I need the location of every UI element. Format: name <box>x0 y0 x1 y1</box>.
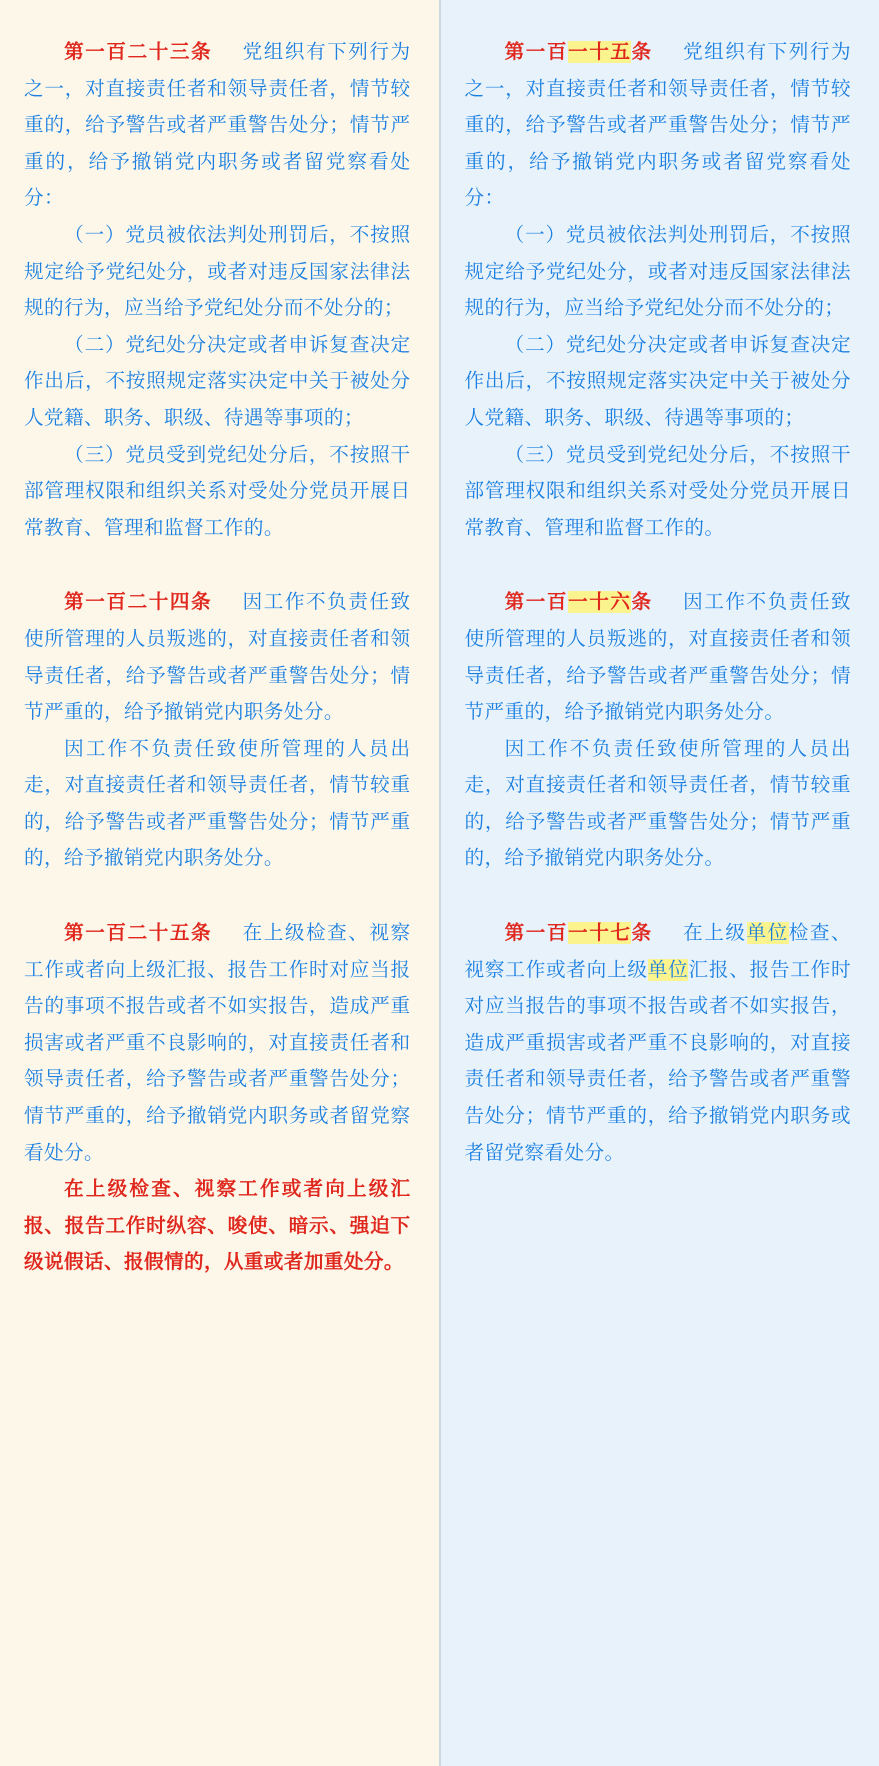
article-116-paragraph-2: 因工作不负责任致使所管理的人员出走，对直接责任者和领导责任者，情节较重的，给予警告或者严重警告处分；情节严重的，给予撤销党内职务处分。 <box>464 737 851 870</box>
article-117-text-a: 在上级 <box>681 922 747 945</box>
article-117-number <box>505 922 653 944</box>
article-123-number-prefix: 第一百 <box>64 41 128 63</box>
article-spacer <box>24 877 411 915</box>
article-115-item-2: （二）党纪处分决定或者申诉复查决定作出后，不按照规定落实决定中关于被处分人党籍、职务、职级、待遇等事项的； <box>464 333 851 429</box>
article-123-item-3: （三）党员受到党纪处分后，不按照干部管理权限和组织关系对受处分党员开展日常教育、管理和监督工作的。 <box>24 443 411 539</box>
article-116 <box>465 584 852 877</box>
article-115-lead-paragraph <box>465 34 852 217</box>
article-124-paragraph-1-text: 因工作不负责任致使所管理的人员叛逃的，对直接责任者和领导责任者，给予警告或者严重警告处分；情节严重的，给予撤销党内职务处分。 <box>24 591 411 724</box>
article-117-text-c: 汇报、报告工作时对应当报告的事项不报告或者不如实报告，造成严重损害或者严重不良影响的，对直接责任者和领导责任者，给予警告或者严重警告处分；情节严重的，给予撤销党内职务或者留党察看处分。 <box>464 958 851 1164</box>
article-117-highlight-2: 单位 <box>647 958 689 981</box>
article-115-number-core-highlight: 一十五 <box>568 41 632 63</box>
article-117-number-suffix: 条 <box>631 922 653 945</box>
article-125-number-suffix: 条 <box>190 922 213 945</box>
article-123 <box>24 34 411 546</box>
article-123-number-suffix: 条 <box>190 41 213 63</box>
article-115-item-1: （一）党员被依法判处刑罚后，不按照规定给予党纪处分，或者对违反国家法律法规的行为，应当给予党纪处分而不处分的； <box>464 223 851 320</box>
article-123-item-1: （一）党员被依法判处刑罚后，不按照规定给予党纪处分，或者对违反国家法律法规的行为，应当给予党纪处分而不处分的； <box>24 223 411 320</box>
article-116-number-suffix: 条 <box>631 591 653 614</box>
article-116-paragraph-1-text: 因工作不负责任致使所管理的人员叛逃的，对直接责任者和领导责任者，给予警告或者严重警告处分；情节严重的，给予撤销党内职务处分。 <box>464 591 852 724</box>
article-116-number-prefix: 第一百 <box>504 591 569 614</box>
article-115-number <box>505 41 653 63</box>
article-117 <box>465 915 852 1171</box>
article-124-number-core: 二十四 <box>127 591 191 614</box>
article-124-number-suffix: 条 <box>190 591 213 614</box>
article-123-item-2: （二）党纪处分决定或者申诉复查决定作出后，不按照规定落实决定中关于被处分人党籍、职务、职级、待遇等事项的； <box>24 333 411 429</box>
article-117-text-b: 检查、视察工作或者向上级 <box>464 922 852 981</box>
article-123-lead-text: 党组织有下列行为之一，对直接责任者和领导责任者，情节较重的，给予警告或者严重警告处分；情节严重的，给予撤销党内职务或者留党察看处分： <box>24 41 411 210</box>
article-125-paragraph-1 <box>24 915 411 1171</box>
left-column <box>0 0 439 1766</box>
article-124 <box>24 584 411 877</box>
article-123-number-core: 二十三 <box>127 41 191 63</box>
article-123-lead-paragraph <box>24 34 411 217</box>
article-spacer <box>465 877 852 915</box>
article-125-number <box>64 922 212 944</box>
article-115-number-prefix: 第一百 <box>504 41 569 63</box>
article-117-number-prefix: 第一百 <box>504 922 569 945</box>
article-115-item-3: （三）党员受到党纪处分后，不按照干部管理权限和组织关系对受处分党员开展日常教育、管理和监督工作的。 <box>464 443 851 539</box>
article-116-number-core-highlight: 一十六 <box>568 591 632 614</box>
article-123-number <box>64 41 212 63</box>
article-124-number-prefix: 第一百 <box>64 591 128 614</box>
article-125-number-core: 二十五 <box>127 922 191 945</box>
article-115 <box>465 34 852 546</box>
article-117-paragraph-1 <box>465 915 852 1171</box>
article-spacer <box>465 546 852 584</box>
article-spacer <box>24 546 411 584</box>
article-125-number-prefix: 第一百 <box>64 922 128 945</box>
article-117-number-core-highlight: 一十七 <box>568 922 632 945</box>
article-125 <box>24 915 411 1281</box>
article-124-paragraph-2: 因工作不负责任致使所管理的人员出走，对直接责任者和领导责任者，情节较重的，给予警告或者严重警告处分；情节严重的，给予撤销党内职务处分。 <box>24 737 411 870</box>
article-115-number-suffix: 条 <box>631 41 653 63</box>
article-116-number <box>505 591 653 613</box>
article-125-paragraph-2: 在上级检查、视察工作或者向上级汇报、报告工作时纵容、唆使、暗示、强迫下级说假话、报假情的，从重或者加重处分。 <box>24 1178 411 1274</box>
article-117-highlight-1: 单位 <box>746 922 789 945</box>
right-column <box>441 0 879 1766</box>
article-115-lead-text: 党组织有下列行为之一，对直接责任者和领导责任者，情节较重的，给予警告或者严重警告处分；情节严重的，给予撤销党内职务或者留党察看处分： <box>464 41 852 210</box>
article-125-paragraph-1-text: 在上级检查、视察工作或者向上级汇报、报告工作时对应当报告的事项不报告或者不如实报告，造成严重损害或者严重不良影响的，对直接责任者和领导责任者，给予警告或者严重警告处分；情节严重的，给予撤销党内职务或者留党察看处分。 <box>24 922 411 1164</box>
article-124-paragraph-1 <box>24 584 411 730</box>
article-124-number <box>64 591 212 613</box>
article-116-paragraph-1 <box>465 584 852 730</box>
